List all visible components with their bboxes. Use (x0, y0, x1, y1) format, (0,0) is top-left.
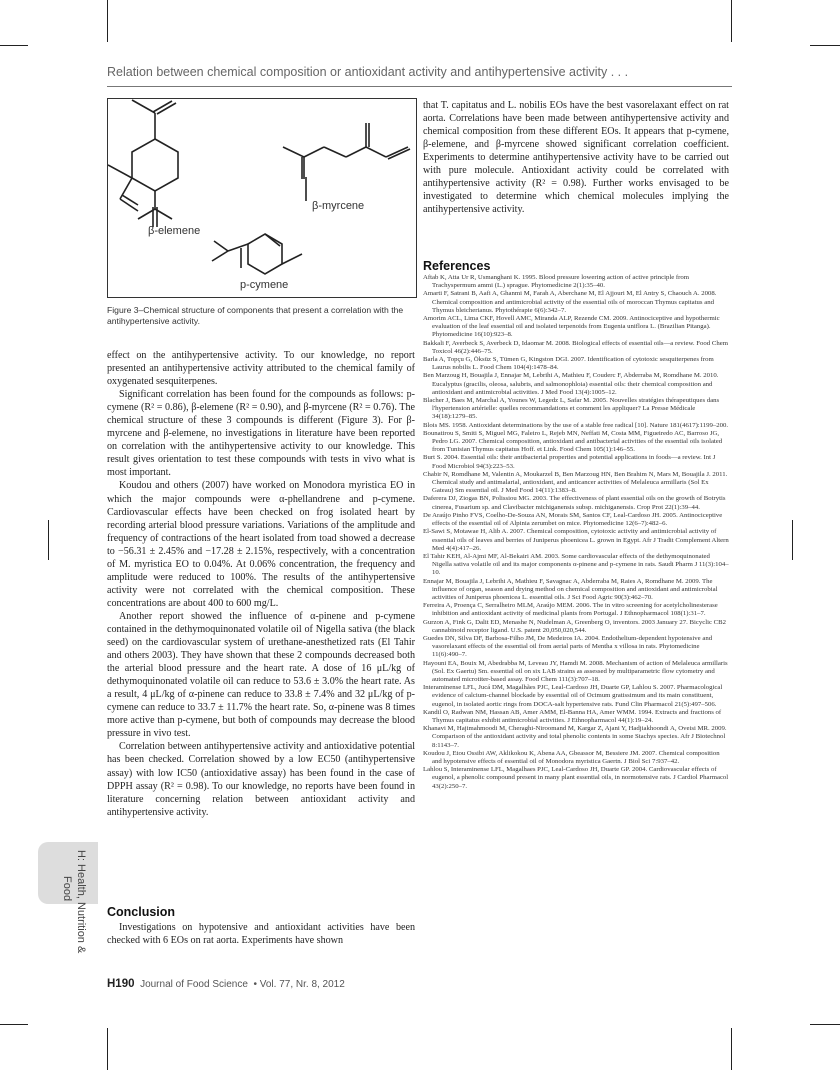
crop-mark (810, 1024, 840, 1025)
figure-caption: Figure 3–Chemical structure of components that present a correlation with the antihypertensive activity. (107, 305, 404, 326)
crop-mark (0, 45, 28, 46)
chemical-structures-drawing (108, 99, 416, 297)
side-tab-label: Food (61, 876, 73, 902)
reference-item: Lahlou S, Interaminense LFL, Magalhaes PJC, Leal-Cardoso JH, Duarte GP. 2004. Cardiovascular effects of eugenol, a phenolic compound present in many plant essential oils, in normotensive rats. J Cardiol Pharmacol 43(2):250–7. (423, 766, 729, 790)
paragraph: Investigations on hypotensive and antioxidant activities have been checked with 6 EOs on rat aorta. Experiments have shown (107, 922, 415, 946)
beta-myrcene-label: β-myrcene (312, 200, 365, 212)
references-heading: References (423, 259, 491, 273)
reference-item: Ferreira A, Proença C, Serralheiro MLM, Araújo MEM. 2006. The in vitro screening for acetylcholinesterase inhibition and antioxidant activity of medicinal plants from Portugal. J Ethnopharmacol 108(1):31–7. (423, 602, 718, 618)
p-cymene-structure (212, 234, 302, 274)
reference-item: Interaminense LFL, Jucá DM, Magalhães PJC, Leal-Cardoso JH, Duarte GP, Lahlou S. 2007. Pharmacological evidence of calcium-channel blockade by essential oil of Ocimum gratissimum and its main constituent, eugenol, in isolated aortic rings from DOCA-salt hypertensive rats. Fund Clin Pharmacol 21(5):497–506. (423, 684, 723, 708)
crop-mark (810, 45, 840, 46)
reference-item: Aftab K, Atta Ur R, Usmanghani K. 1995. Blood pressure lowering action of active principle from Trachyspermum ammi (L.) sprague. Phytomedicine 2(1):35–40. (423, 274, 690, 290)
crop-mark (107, 1028, 108, 1070)
side-tab-label: H: Health, Nutrition & (75, 850, 87, 954)
page-footer (107, 978, 345, 990)
journal-name: Journal of Food Science (140, 979, 248, 990)
p-cymene-label: p-cymene (240, 279, 289, 291)
running-header: Relation between chemical composition or antioxidant activity and antihypertensive activity . . . (107, 65, 629, 79)
reference-item: Amorim ACL, Lima CKF, Hovell AMC, Miranda ALP, Rezende CM. 2009. Antinociceptive and hypothermic evaluation of the leaf essential oil and isolated terpenoids from Eugenia uniflora L. (Brazilian Pitanga). Phytomedicine 16(10):923–8. (423, 315, 720, 339)
paragraph: that T. capitatus and L. nobilis EOs have the best vasorelaxant effect on rat aorta. Correlations have been made between antihypertensive activity and chemical composition from these different EOs. It appears that p-cymene, β-elemene, and β-myrcene showed significant correlation coefficient. Experiments to determine antihypertensive activity have to be carried out with pure molecule. Antioxidant activity could be correlated with antihypertensive activity (R² = 0.98). Further works envisaged to be investigated to determine which chemical molecules implying the antihypertensive activity. (423, 100, 729, 216)
reference-item: Chabir N, Romdhane M, Valentin A, Moukarzel B, Ben Marzoug HN, Ben Brahim N, Mars M, Bouajila J. 2011. Chemical study and antimalarial, antioxidant, and anticancer activities of Melaleuca armillaris (Sol Ex Gateau) Sm essential oil. J Med Food 14(11):1383–8. (423, 470, 728, 495)
reference-item: Gurzon A, Fink G, Dalit ED, Menashe N, Nudelman A, Greenberg O, inventors. 2003 January 27. Bicyclic CB2 cannabinoid receptor ligand. U.S. patent 20,050,020,544. (423, 618, 727, 634)
reference-item: Daferera DJ, Ziogas BN, Polissiou MG. 2003. The effectiveness of plant essential oils on the growth of Botrytis cinerea, Fusarium sp. and Clavibacter michiganensis subsp. michiganensis. Crop Prot 22(1):39–44. (423, 495, 726, 511)
references-list (423, 274, 730, 791)
crop-mark (107, 0, 108, 42)
reference-item: De Araújo Pinho FVS, Coelho-De-Souza AN, Morais SM, Santos CF, Leal-Cardoso JH. 2005. Antinociceptive effects of the essential oil of Alpinia zerumbet on mice. Phytomedicine 12(6–7):482–6. (423, 511, 723, 528)
left-column (107, 349, 415, 819)
reference-item: Guedes DN, Silva DF, Barbosa-Filho JM, De Medeiros IA. 2004. Endothelium-dependent hypotensive and vasorelaxant effects of the essential oil from aerial parts of Mentha x villosa in rats. Phytomedicine 11(6):490–7. (423, 634, 713, 659)
figure-3 (107, 98, 417, 298)
reference-item: Bounatirou S, Smiti S, Miguel MG, Faleiro L, Rejeb MN, Neffati M, Costa MM, Figueiredo AC, Barroso JG, Pedro LG. 2007. Chemical composition, antioxidant and antibacterial activities of the essential oils isolated from Tunisian Thymus capitatus Hoff. et Link. Food Chem 105(1):146–55. (423, 429, 723, 454)
right-column (423, 99, 729, 216)
reference-item: Ennajar M, Bouajila J, Lebrihi A, Mathieu F, Savagnac A, Abderraba M, Raies A, Romdhane M. 2009. The influence of organ, season and drying method on chemical composition and antioxidant and antimicrobial activities of Juniperus phoenicea L. essential oils. J Sci Food Agric 90(3):462–70. (423, 577, 718, 601)
header-rule (107, 86, 732, 87)
crop-mark (731, 1028, 732, 1070)
crop-mark (48, 520, 49, 560)
reference-item: Hayouni EA, Bouix M, Abedrabba M, Leveau JY, Hamdi M. 2008. Mechanism of action of Melaleuca armillaris (Sol. Ex Gaertu) Sm. essential oil on six LAB strains as assessed by multiparametric flow cytometry and automated microtiter-based assay. Food Chem 111(3):707–18. (423, 659, 728, 683)
conclusion-heading: Conclusion (107, 905, 176, 919)
paragraph: Another report showed the influence of α-pinene and p-cymene contained in the dethymoquinonated volatile oil of Nigella sativa (the black seed) on the cardiovascular system of urethane-anesthetized rats (El Tahir and others 2003). They have shown that these 2 compounds decreased both the arterial blood pressure and the heart rate. A dose of 16 μL/kg of dethymoquinonated volatile oil can reduce to 53.6 ± 3.0% the heart rate. As a result, 4 μL/kg of α-pinene can reduce to 33.8 ± 7.4% and 32 μL/kg of p-cymene can reduce to 33.7 ± 11.7% the heart rate. So, α-pinene was 8 times more active than p-cymene, but both of compounds may decrease the blood pressure in vivo test. (107, 610, 415, 740)
reference-item: Kandil O, Radwan NM, Hassan AB, Amer AMM, El-Banna HA, Amer WMM. 1994. Extracts and fractions of Thymus capitatus exhibit antimicrobial activities. J Ethnopharmacol 44(1):19–24. (423, 708, 722, 724)
paragraph: Significant correlation has been found for the compounds as follows: p-cymene (R² = 0.86), β-elemene (R² = 0.90), and β-myrcene (R² = 0.76). The chemical structure of these 3 compounds is different (Figure 3). For β-myrcene and β-elemene, no investigations in literature have been reported on correlation with the antihypertensive activity to our knowledge. This result gives orientation to test these compounds with tests in vivo what is most important. (107, 389, 415, 479)
reference-item: Amarti F, Satrani B, Aafi A, Ghanmi M, Farah A, Aberchane M, El Ajjouri M, El Antry S, Chaouch A. 2008. Chemical composition and antimicrobial activity of the essential oils of moroccan Thymus capitatus and Thymus bleicherianus. Phytothérapie 6(6):342–7. (423, 290, 717, 314)
crop-mark (792, 520, 793, 560)
reference-item: Barla A, Topçu G, Öksüz S, Tümen G, Kingston DGI. 2007. Identification of cytotoxic sesquiterpenes from Laurus nobilis L. Food Chem 104(4):1478–84. (423, 356, 714, 372)
reference-item: Bakkali F, Averbeck S, Averbeck D, Idaomar M. 2008. Biological effects of essential oils—a review. Food Chem Toxicol 46(2):446–75. (423, 339, 728, 355)
reference-item: Ben Marzoug H, Bouajila J, Ennajar M, Lebrihi A, Mathieu F, Couderc F, Abderraba M, Romdhane M. 2010. Eucalyptus (gracilis, oleosa, salubris, and salmonophloia) essential oils: their chemical composition and antioxidant and antimicrobial activities. J Med Food 13(4):1005–12. (423, 372, 719, 396)
paragraph: Koudou and others (2007) have worked on Monodora myristica EO in which the major compounds were α-phellandrene and p-cymene. Cardiovascular effects have been checked on frog isolated heart by recording arterial blood pressure variations. Variations of the amplitude and frequency of contractions of the heart isolated from toad showed a decrease to −56.31 ± 2.45% and −17.28 ± 2.15%, respectively, with a concentration of M. myristica EO to 0.04%. At 0.06% concentration, the frequency and amplitude were reduced to 100%. The results of the antihypertensive activity were not correlated with the chemical composition. These concentrations are about 400 to 600 mg/L. (107, 480, 415, 609)
reference-item: Blois MS. 1958. Antioxidant determinations by the use of a stable free radical [10]. Nature 181(4617):1199–200. (423, 421, 729, 429)
paragraph: effect on the antihypertensive activity. To our knowledge, no report presented an antihypertensive activity attributed to the chemical family of oxygenated sesquiterpenes. (107, 350, 415, 388)
beta-myrcene-structure (283, 123, 410, 201)
reference-item: El-Sawi S, Motawae H, Alib A. 2007. Chemical composition, cytotoxic activity and antimicrobial activity of essential oils of leaves and berries of Juniperus phoenicea L. grown in Egypt. Afr J Tradit Complement Altern Med 4(4):417–26. (423, 528, 729, 552)
crop-mark (731, 0, 732, 42)
reference-item: Burt S. 2004. Essential oils: their antibacterial properties and potential applications in foods—a review. Int J Food Microbiol 94(3):223–53. (423, 454, 716, 470)
reference-item: El Tahir KEH, Al-Ajmi MF, Al-Bekairi AM. 2003. Some cardiovascular effects of the dethymoquinonated Nigella sativa volatile oil and its major components α-pinene and p-cymene in rats. Saudi Pharm J 11(3):104–10. (423, 552, 729, 577)
page-number: H190 (107, 978, 135, 990)
paragraph: Correlation between antihypertensive activity and antioxidative potential has been checked. Correlation showed by a low EC50 (antihypertensive assay) with low IC50 (antioxidative assay) has been found in the case of DPPH assay (R² = 0.98). To our knowledge, no reports have been found in literature concerning relation between antioxidant activity and antihypertensive activity. (107, 741, 415, 818)
beta-elemene-label: β-elemene (148, 225, 201, 237)
conclusion-text (107, 921, 415, 947)
beta-elemene-structure (108, 100, 178, 227)
crop-mark (0, 1024, 28, 1025)
journal-volume: • Vol. 77, Nr. 8, 2012 (253, 979, 345, 990)
reference-item: Blacher J, Baes M, Marchal A, Younes W, Legedz L, Safar M. 2005. Nouvelles stratégies thérapeutiques dans l'hypertension artérielle: quelles recommandations et comment les appliquer? La Presse Médicale 34(18):1279–85. (423, 397, 720, 421)
reference-item: Koudou J, Etou Ossibi AW, Aklikokou K, Abena AA, Gbeassor M, Bessiere JM. 2007. Chemical composition and hypotensive effects of essential oil of Monodora myristica Gaertn. J Biol Sci 7:937–42. (423, 749, 720, 765)
reference-item: Khanavi M, Hajimahmoodi M, Cheraghi-Niroomand M, Kargar Z, Ajani Y, Hadjiakhoondi A, Oveisi MR. 2009. Comparison of the antioxidant activity and total phenolic contents in some Stachys species. Afr J Biotechnol 8:1143–7. (423, 725, 727, 749)
